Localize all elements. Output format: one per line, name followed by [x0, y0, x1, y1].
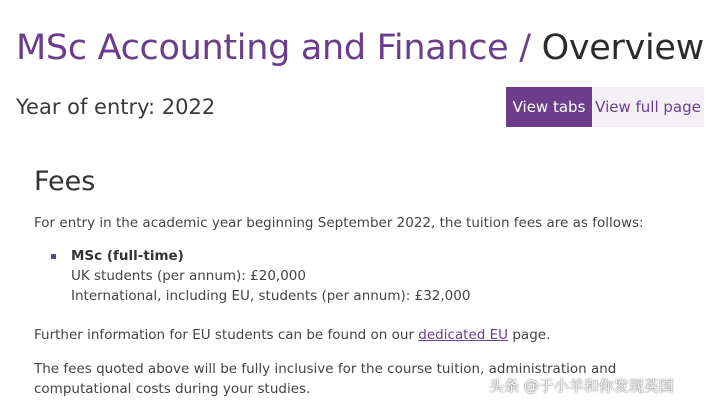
bullet-icon — [51, 254, 56, 259]
eu-info-text — [34, 325, 550, 345]
year-of-entry: Year of entry: 2022 — [16, 95, 216, 119]
course-title: MSc Accounting and Finance — [16, 28, 509, 68]
uk-fee: UK students (per annum): £20,000 — [71, 268, 306, 284]
eu-info-prefix: Further information for EU students can be found on our — [34, 327, 419, 343]
watermark: 头条 @于小羊和你发现英国 — [489, 377, 674, 395]
fees-quoted-text: The fees quoted above will be fully inclusive for the course tuition, administration and computational costs during your studies. — [34, 361, 617, 397]
current-section-title: Overview — [541, 28, 704, 68]
dedicated-eu-link[interactable]: dedicated EU — [418, 327, 509, 343]
fees-heading: Fees — [34, 166, 96, 197]
title-separator: / — [519, 28, 531, 68]
view-full-page-button[interactable]: View full page — [592, 87, 704, 127]
view-toggle — [506, 87, 704, 127]
fee-title: MSc (full-time) — [71, 248, 184, 264]
list-item — [51, 246, 470, 306]
view-tabs-button[interactable]: View tabs — [506, 87, 592, 127]
eu-info-suffix: page. — [508, 327, 551, 343]
international-fee: International, including EU, students (per annum): £32,000 — [71, 288, 471, 304]
page-title — [16, 24, 704, 72]
fees-intro: For entry in the academic year beginning September 2022, the tuition fees are as follows: — [34, 215, 644, 231]
fee-body — [71, 246, 470, 306]
fee-list — [51, 246, 470, 306]
